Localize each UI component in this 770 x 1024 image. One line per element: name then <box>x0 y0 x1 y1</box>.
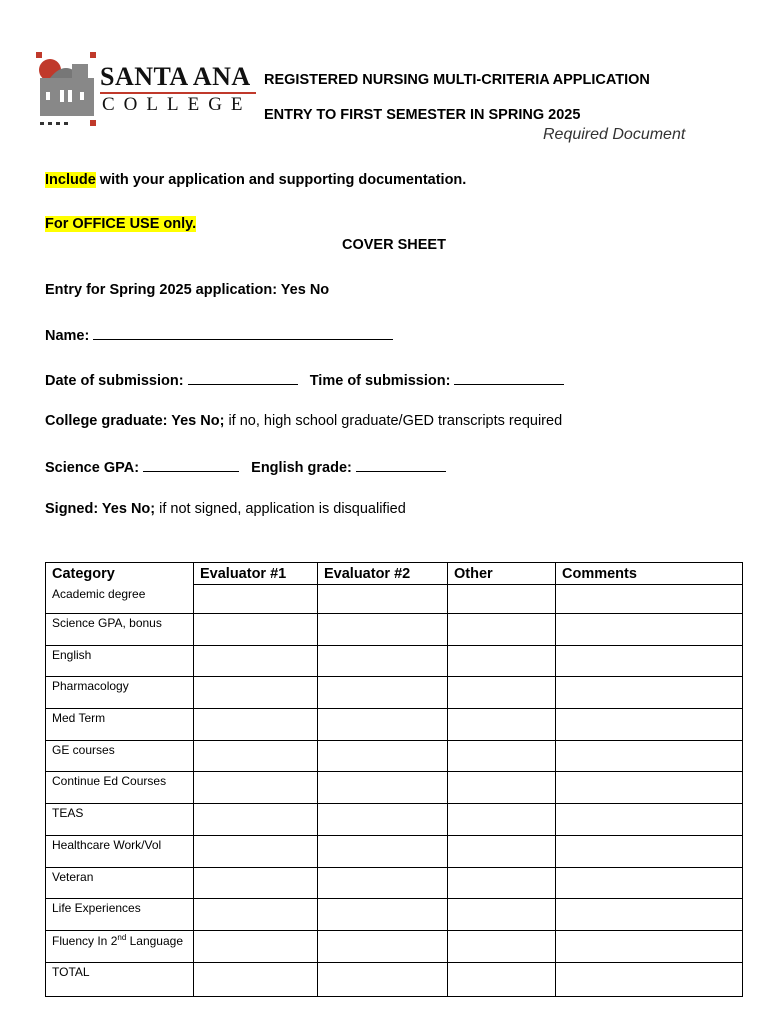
score-cell[interactable] <box>556 614 743 646</box>
score-cell[interactable] <box>448 645 556 677</box>
signed-field <box>45 501 406 517</box>
score-cell[interactable] <box>194 709 318 741</box>
row-label: Pharmacology <box>46 677 194 709</box>
score-cell[interactable] <box>318 585 448 614</box>
date-label: Date of submission: <box>45 373 184 389</box>
gpa-english-field <box>45 457 446 476</box>
college-label: College graduate: Yes No; <box>45 413 225 429</box>
english-grade-label: English grade: <box>251 460 352 476</box>
row-label: Science GPA, bonus <box>46 614 194 646</box>
score-cell[interactable] <box>448 962 556 996</box>
score-cell[interactable] <box>556 930 743 962</box>
score-cell[interactable] <box>194 585 318 614</box>
score-cell[interactable] <box>556 645 743 677</box>
row-label: Life Experiences <box>46 899 194 931</box>
header-evaluator-2: Evaluator #2 <box>318 563 448 585</box>
score-cell[interactable] <box>194 962 318 996</box>
document-subtitle: ENTRY TO FIRST SEMESTER IN SPRING 2025 <box>264 107 581 123</box>
score-cell[interactable] <box>318 899 448 931</box>
score-cell[interactable] <box>194 677 318 709</box>
score-cell[interactable] <box>194 930 318 962</box>
table-row <box>46 614 743 646</box>
cover-sheet-heading: COVER SHEET <box>342 237 446 253</box>
row-label: Academic degree <box>46 585 194 614</box>
header-evaluator-1: Evaluator #1 <box>194 563 318 585</box>
score-cell[interactable] <box>556 585 743 614</box>
table-row <box>46 899 743 931</box>
score-cell[interactable] <box>448 585 556 614</box>
score-cell[interactable] <box>318 962 448 996</box>
score-cell[interactable] <box>318 772 448 804</box>
score-cell[interactable] <box>448 835 556 867</box>
score-cell[interactable] <box>194 804 318 836</box>
score-cell[interactable] <box>318 835 448 867</box>
score-cell[interactable] <box>556 709 743 741</box>
table-row <box>46 867 743 899</box>
score-cell[interactable] <box>556 772 743 804</box>
score-cell[interactable] <box>194 835 318 867</box>
score-cell[interactable] <box>556 804 743 836</box>
score-cell[interactable] <box>318 677 448 709</box>
signed-note: if not signed, application is disqualified <box>155 501 406 517</box>
name-blank[interactable] <box>93 325 393 340</box>
score-cell[interactable] <box>318 867 448 899</box>
score-cell[interactable] <box>194 614 318 646</box>
table-row <box>46 740 743 772</box>
score-cell[interactable] <box>556 677 743 709</box>
table-row <box>46 585 743 614</box>
score-cell[interactable] <box>448 804 556 836</box>
score-cell[interactable] <box>448 614 556 646</box>
document-title: REGISTERED NURSING MULTI-CRITERIA APPLICATION <box>264 72 650 88</box>
evaluation-table <box>45 562 743 997</box>
score-cell[interactable] <box>194 899 318 931</box>
score-cell[interactable] <box>556 962 743 996</box>
table-row <box>46 772 743 804</box>
table-row <box>46 804 743 836</box>
score-cell[interactable] <box>194 740 318 772</box>
score-cell[interactable] <box>194 867 318 899</box>
table-row <box>46 645 743 677</box>
building-icon <box>36 52 98 130</box>
row-label: TOTAL <box>46 962 194 996</box>
score-cell[interactable] <box>318 645 448 677</box>
score-cell[interactable] <box>318 740 448 772</box>
row-label: Veteran <box>46 867 194 899</box>
science-gpa-blank[interactable] <box>143 457 239 472</box>
table-row <box>46 962 743 996</box>
office-use-text: For OFFICE USE only. <box>45 216 197 232</box>
score-cell[interactable] <box>448 740 556 772</box>
science-gpa-label: Science GPA: <box>45 460 140 476</box>
row-label: TEAS <box>46 804 194 836</box>
table-row <box>46 709 743 741</box>
score-cell[interactable] <box>448 899 556 931</box>
score-cell[interactable] <box>556 899 743 931</box>
score-cell[interactable] <box>194 645 318 677</box>
entry-field: Entry for Spring 2025 application: Yes No <box>45 282 330 298</box>
score-cell[interactable] <box>194 772 318 804</box>
logo-name: SANTA ANA <box>100 62 251 91</box>
row-label: GE courses <box>46 740 194 772</box>
score-cell[interactable] <box>318 614 448 646</box>
table-header-row <box>46 563 743 585</box>
row-label: Healthcare Work/Vol <box>46 835 194 867</box>
signed-label: Signed: Yes No; <box>45 501 156 517</box>
time-label: Time of submission: <box>309 373 451 389</box>
row-label: English <box>46 645 194 677</box>
name-label: Name: <box>45 328 90 344</box>
score-cell[interactable] <box>448 677 556 709</box>
score-cell[interactable] <box>448 930 556 962</box>
office-use-label <box>45 216 196 232</box>
college-logo <box>36 52 258 130</box>
score-cell[interactable] <box>448 772 556 804</box>
score-cell[interactable] <box>318 709 448 741</box>
row-label: Fluency In 2nd Language <box>46 930 194 962</box>
score-cell[interactable] <box>448 867 556 899</box>
instruction-line <box>45 172 466 188</box>
score-cell[interactable] <box>318 930 448 962</box>
date-time-field <box>45 370 564 389</box>
time-blank[interactable] <box>454 370 564 385</box>
score-cell[interactable] <box>556 740 743 772</box>
score-cell[interactable] <box>448 709 556 741</box>
header-comments: Comments <box>556 563 743 585</box>
score-cell[interactable] <box>556 867 743 899</box>
header-other: Other <box>448 563 556 585</box>
row-label: Continue Ed Courses <box>46 772 194 804</box>
table-row <box>46 677 743 709</box>
table-row <box>46 835 743 867</box>
header-category: Category <box>46 563 194 585</box>
include-highlight: Include <box>45 172 96 188</box>
score-cell[interactable] <box>556 835 743 867</box>
required-document-note: Required Document <box>543 126 686 143</box>
logo-subtitle: COLLEGE <box>102 94 252 115</box>
college-note: if no, high school graduate/GED transcripts required <box>224 413 563 429</box>
table-row <box>46 930 743 962</box>
college-graduate-field <box>45 413 562 429</box>
english-grade-blank[interactable] <box>356 457 446 472</box>
instruction-text: with your application and supporting documentation. <box>95 172 467 188</box>
name-field <box>45 325 393 344</box>
date-blank[interactable] <box>188 370 298 385</box>
score-cell[interactable] <box>318 804 448 836</box>
row-label: Med Term <box>46 709 194 741</box>
